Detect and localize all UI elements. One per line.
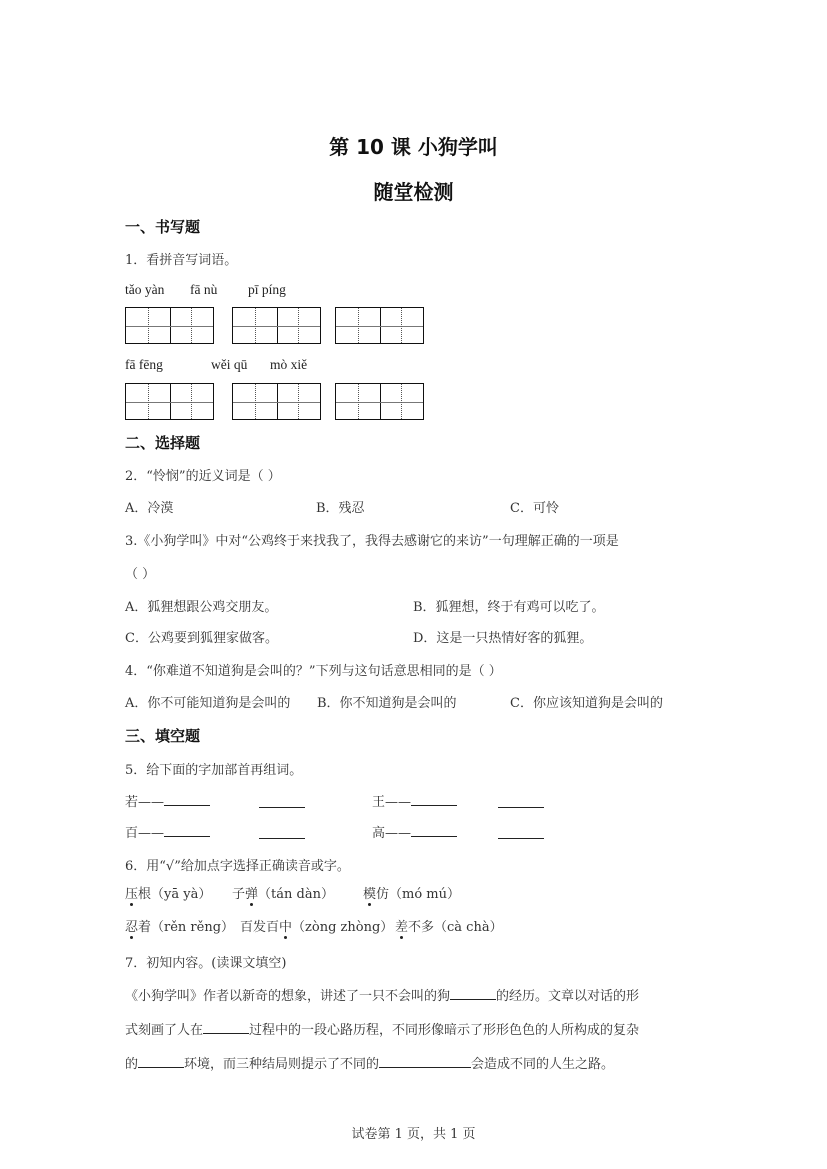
option-a[interactable]: A．冷漠 bbox=[125, 501, 174, 516]
option-c[interactable]: C．可怜 bbox=[510, 501, 559, 516]
passage-line: 《小狗学叫》作者以新奇的想象，讲述了一只不会叫的狗 的经历。文章以对话的形 bbox=[125, 989, 640, 1004]
page-title: 第 10 课 小狗学叫 bbox=[329, 135, 498, 159]
answer-blank[interactable] bbox=[411, 824, 457, 837]
answer-blank[interactable] bbox=[203, 1021, 249, 1034]
section-heading-writing: 一、书写题 bbox=[125, 218, 201, 236]
option-b[interactable]: B．狐狸想，终于有鸡可以吃了。 bbox=[413, 600, 605, 615]
dotted-char: 模 bbox=[363, 883, 376, 902]
dotted-char: 差 bbox=[395, 916, 408, 935]
question-3-prompt: 3.《小狗学叫》中对“公鸡终于来找我了，我得去感谢它的来访”一句理解正确的一项是 bbox=[125, 534, 619, 549]
option-c[interactable]: C．公鸡要到狐狸家做客。 bbox=[125, 631, 278, 646]
answer-blank[interactable] bbox=[498, 824, 544, 843]
answer-blank[interactable] bbox=[379, 1055, 471, 1068]
question-1-prompt: 1．看拼音写词语。 bbox=[125, 253, 238, 268]
answer-blank[interactable] bbox=[259, 824, 305, 843]
option-c[interactable]: C．你应该知道狗是会叫的 bbox=[510, 696, 663, 711]
question-6-prompt: 6．用“√”给加点字选择正确读音或字。 bbox=[125, 859, 350, 874]
dotted-char: 忍 bbox=[125, 916, 138, 935]
pinyin-label: fā nù bbox=[190, 282, 218, 297]
option-d[interactable]: D．这是一只热情好客的狐狸。 bbox=[413, 631, 593, 646]
dotted-char: 弹 bbox=[245, 883, 258, 902]
section-heading-choice: 二、选择题 bbox=[125, 434, 201, 452]
pinyin-label: fā fēng bbox=[125, 357, 163, 372]
radical-row bbox=[372, 822, 457, 841]
radical-row bbox=[125, 791, 210, 810]
answer-blank[interactable] bbox=[164, 793, 210, 806]
section-heading-fill: 三、填空题 bbox=[125, 727, 201, 745]
answer-blank[interactable] bbox=[164, 824, 210, 837]
writing-grid[interactable] bbox=[232, 307, 321, 344]
pinyin-label: wěi qū bbox=[211, 357, 248, 372]
writing-grid[interactable] bbox=[125, 383, 214, 420]
writing-grid[interactable] bbox=[335, 383, 424, 420]
answer-blank[interactable] bbox=[411, 793, 457, 806]
reading-item[interactable]: 子弹（tán dàn） bbox=[232, 883, 334, 902]
answer-blank[interactable] bbox=[259, 793, 305, 812]
question-4-prompt: 4．“你难道不知道狗是会叫的？”下列与这句话意思相同的是（ ） bbox=[125, 664, 502, 679]
pinyin-label: tǎo yàn bbox=[125, 282, 165, 297]
option-b[interactable]: B．你不知道狗是会叫的 bbox=[317, 696, 457, 711]
writing-grid[interactable] bbox=[232, 383, 321, 420]
passage-line: 的 环境，而三种结局则提示了不同的 会造成不同的人生之路。 bbox=[125, 1057, 615, 1072]
writing-grid[interactable] bbox=[335, 307, 424, 344]
question-5-prompt: 5．给下面的字加部首再组词。 bbox=[125, 763, 303, 778]
radical-row bbox=[372, 791, 457, 810]
question-7-prompt: 7．初知内容。(读课文填空) bbox=[125, 956, 287, 971]
passage-line: 式刻画了人在 过程中的一段心路历程，不同形像暗示了形形色色的人所构成的复杂 bbox=[125, 1023, 640, 1038]
option-a[interactable]: A．狐狸想跟公鸡交朋友。 bbox=[125, 600, 278, 615]
dotted-char: 压 bbox=[125, 883, 138, 902]
question-2-prompt: 2．“怜悯”的近义词是（ ） bbox=[125, 469, 281, 484]
reading-item[interactable]: 压根（yā yà） bbox=[125, 883, 211, 902]
pinyin-label: mò xiě bbox=[270, 357, 308, 372]
page-footer: 试卷第 1 页，共 1 页 bbox=[351, 1127, 476, 1142]
answer-blank[interactable] bbox=[138, 1055, 184, 1068]
reading-item[interactable]: 模仿（mó mú） bbox=[363, 883, 460, 902]
answer-blank[interactable] bbox=[498, 793, 544, 812]
option-a[interactable]: A．你不可能知道狗是会叫的 bbox=[125, 696, 291, 711]
answer-blank[interactable] bbox=[450, 987, 496, 1000]
radical-char: 高—— bbox=[372, 826, 412, 841]
option-b[interactable]: B．残忍 bbox=[316, 501, 365, 516]
dotted-char: 中 bbox=[279, 916, 292, 935]
writing-grid[interactable] bbox=[125, 307, 214, 344]
reading-item[interactable]: 差不多（cà chà） bbox=[395, 916, 503, 935]
radical-char: 王—— bbox=[372, 795, 412, 810]
pinyin-label: pī píng bbox=[248, 282, 286, 297]
radical-char: 百—— bbox=[125, 826, 165, 841]
reading-item[interactable]: 百发百中（zòng zhòng） bbox=[240, 916, 393, 935]
reading-item[interactable]: 忍着（rěn rěng） bbox=[125, 916, 234, 935]
radical-char: 若—— bbox=[125, 795, 165, 810]
radical-row bbox=[125, 822, 210, 841]
page-subtitle: 随堂检测 bbox=[373, 180, 454, 204]
question-3-prompt-cont: （ ） bbox=[125, 567, 156, 582]
